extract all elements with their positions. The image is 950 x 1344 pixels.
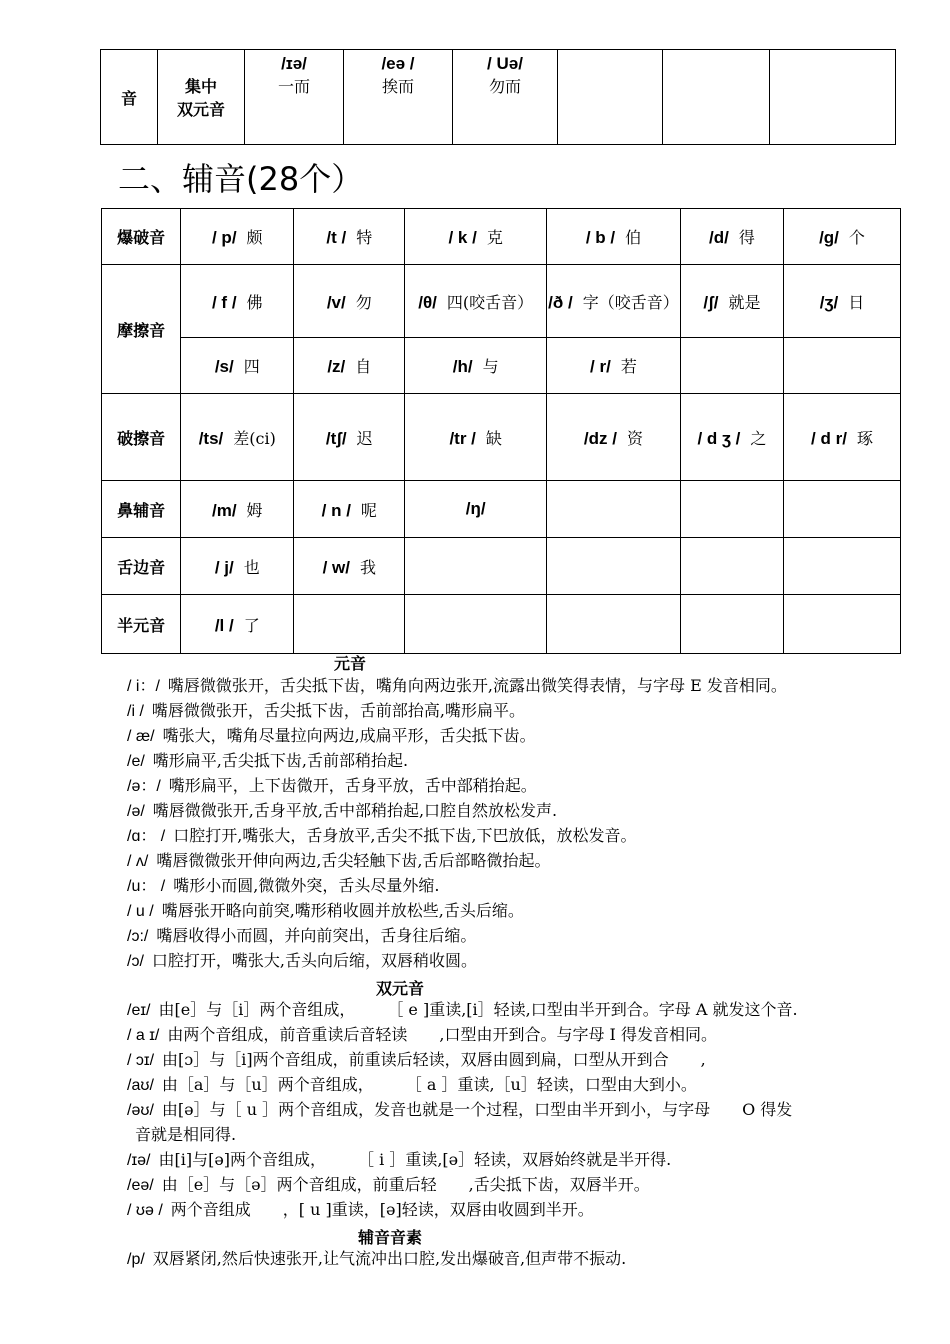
phoneme-hint: 字（咬舌音）: [582, 292, 679, 312]
phoneme-ipa: / b /: [585, 228, 616, 247]
phoneme-description: 音就是相同得.: [135, 1125, 237, 1144]
phoneme-hint: 颇: [246, 228, 263, 247]
phoneme-cell: [783, 209, 900, 265]
phoneme-cell: [680, 394, 783, 481]
phoneme-hint: 自: [355, 357, 372, 376]
phoneme-hint: 呢: [360, 500, 377, 520]
phoneme-ipa: / d r/: [811, 428, 847, 448]
phoneme-cell: [680, 265, 783, 338]
table-row: [102, 394, 901, 481]
phoneme-cell: [181, 265, 294, 338]
phoneme-description: 由两个音组成，前音重读后音轻读 ,口型由开到合。与字母 I 得发音相同。: [167, 1025, 717, 1044]
phoneme-description: 由［e］与［ə］两个音组成，前重后轻 ,舌尖抵下齿，双唇半开。: [161, 1175, 650, 1194]
phoneme-ipa: / j/: [214, 557, 234, 577]
phoneme-description: 嘴形扁平,舌尖抵下齿,舌前部稍抬起.: [152, 751, 409, 770]
description-line: [127, 1150, 671, 1171]
phoneme-cell: [680, 209, 783, 265]
phoneme-symbol: /e/: [127, 753, 145, 770]
phoneme-hint: 勿: [355, 292, 372, 312]
phoneme-symbol: /ɑ： /: [127, 828, 166, 845]
phoneme-cell: [547, 265, 681, 338]
group-label-line-2: 双元音: [176, 100, 225, 119]
phoneme-hint: 若: [620, 357, 637, 376]
phoneme-description: 嘴唇微微张开,舌身平放,舌中部稍抬起,口腔自然放松发声.: [152, 801, 558, 820]
phoneme-symbol: /i /: [127, 703, 144, 720]
phoneme-symbol: / æ/: [127, 728, 155, 745]
phoneme-description: 由［a］与［u］两个音组成， ［ a ］重读,［u］轻读，口型由大到小。: [161, 1075, 697, 1094]
phoneme-ipa: /ɪə/: [281, 54, 307, 73]
phoneme-cell: [547, 209, 681, 265]
description-line: [127, 1175, 650, 1196]
phoneme-cell: [405, 394, 547, 481]
phoneme-description: 由[ə］与［ u ］两个音组成，发音也就是一个过程，口型由半开到小，与字母 O 得发: [161, 1100, 793, 1119]
phoneme-symbol: / u /: [127, 903, 154, 920]
description-line: [127, 1050, 706, 1071]
phoneme-symbol: /ə：/: [127, 778, 161, 795]
description-line: [127, 1249, 626, 1270]
phoneme-symbol: /ɪə/: [127, 1152, 151, 1169]
row-category-label: 摩擦音: [102, 265, 181, 394]
description-line: [127, 751, 408, 772]
phoneme-ipa: /ŋ/: [465, 499, 486, 518]
description-line: [127, 951, 477, 972]
phoneme-symbol: /ɔ:/: [127, 928, 149, 945]
phoneme-ipa: /dz /: [583, 428, 617, 448]
phoneme-ipa: /h/: [452, 357, 473, 376]
phoneme-ipa: /g/: [819, 228, 839, 247]
row-category-label: 爆破音: [102, 209, 181, 265]
phoneme-cell: [181, 538, 294, 595]
phoneme-hint: 我: [359, 557, 376, 577]
empty-cell: [294, 595, 405, 654]
phoneme-symbol: / ʌ/: [127, 853, 149, 870]
group-label: [158, 50, 245, 145]
phoneme-cell: [453, 50, 558, 145]
phoneme-description: 由[i]与[ə]两个音组成， ［ i ］重读,[ə］轻读，双唇始终就是半开得.: [158, 1150, 672, 1169]
phoneme-cell: [245, 50, 344, 145]
phoneme-hint: 缺: [485, 428, 502, 448]
description-line: [127, 701, 525, 722]
phoneme-hint: 与: [482, 357, 499, 376]
phoneme-cell: [294, 209, 405, 265]
phoneme-ipa: / p/: [211, 228, 237, 247]
row-category-label: 舌边音: [102, 538, 181, 595]
description-line: [127, 676, 787, 697]
phoneme-description: 嘴唇微微张开伸向两边,舌尖轻触下齿,舌后部略微抬起。: [156, 851, 551, 870]
row-category-label: 鼻辅音: [102, 481, 181, 538]
row-category-label: 破擦音: [102, 394, 181, 481]
phoneme-cell: [294, 394, 405, 481]
description-line: [127, 1025, 717, 1046]
empty-cell: [680, 338, 783, 394]
phoneme-ipa: /l /: [214, 615, 234, 635]
phoneme-ipa: /s/: [214, 357, 234, 376]
phoneme-hint: 得: [738, 228, 755, 247]
phoneme-ipa: / n /: [321, 500, 351, 520]
phoneme-hint: 琢: [856, 428, 873, 448]
phoneme-ipa: /t /: [326, 228, 347, 247]
phoneme-ipa: /ʃ/: [703, 292, 719, 312]
phoneme-description: 口腔打开,嘴张大，舌身放平,舌尖不抵下齿,下巴放低，放松发音。: [173, 826, 637, 845]
description-line: [127, 801, 557, 822]
phoneme-description: 由[e］与［i］两个音组成， ［ e ]重读,[i］轻读,口型由半开到合。字母 A 就发这个音.: [158, 1000, 798, 1019]
phoneme-symbol: / ʊə /: [127, 1202, 163, 1219]
phoneme-symbol: / ɔɪ/: [127, 1052, 155, 1069]
phoneme-cell: [294, 265, 405, 338]
table-row: [102, 481, 901, 538]
consonant-notes-heading: 辅音音素: [358, 1228, 423, 1247]
phoneme-cell: [547, 338, 681, 394]
phoneme-cell: [181, 394, 294, 481]
phoneme-hint: 之: [750, 428, 767, 448]
phoneme-ipa: /z/: [327, 357, 346, 376]
phoneme-description: 嘴唇微微张开，舌尖抵下齿，嘴角向两边张开,流露出微笑得表情，与字母 E 发音相同。: [167, 676, 787, 695]
phoneme-description: 两个音组成 ，[ u ]重读，[ə]轻读，双唇由收圆到半开。: [170, 1200, 594, 1219]
phoneme-cell: [294, 481, 405, 538]
row-category-label: 半元音: [102, 595, 181, 654]
phoneme-hint: 资: [626, 428, 643, 448]
group-label-line-1: 集中: [184, 77, 217, 96]
description-line: [127, 926, 476, 947]
phoneme-cell: [294, 338, 405, 394]
phoneme-description: 嘴唇收得小而圆，并向前突出，舌身往后缩。: [156, 926, 477, 945]
empty-cell: [783, 338, 900, 394]
phoneme-ipa: / w/: [322, 557, 350, 577]
empty-cell: [547, 595, 681, 654]
description-line: [127, 1200, 594, 1221]
phoneme-cell: [344, 50, 453, 145]
phoneme-hint: 克: [486, 228, 503, 247]
phoneme-description: 嘴张大，嘴角尽量拉向两边,成扁平形，舌尖抵下齿。: [162, 726, 536, 745]
empty-cell: [547, 538, 681, 595]
empty-cell: [783, 595, 900, 654]
phoneme-symbol: / a ɪ/: [127, 1027, 160, 1044]
phoneme-description: 由[ɔ］与［i]两个音组成，前重读后轻读，双唇由圆到扁，口型从开到合 ,: [162, 1050, 706, 1069]
phoneme-cell: [783, 394, 900, 481]
phoneme-description: 嘴形小而圆,微微外突，舌头尽量外缩.: [173, 876, 440, 895]
empty-cell: [405, 538, 547, 595]
table-row: [101, 50, 896, 145]
empty-cell: [680, 595, 783, 654]
phoneme-hint: 个: [848, 228, 865, 247]
vowel-table-continued: [100, 49, 896, 145]
empty-cell: [680, 538, 783, 595]
empty-cell: [783, 481, 900, 538]
empty-cell: [405, 595, 547, 654]
consonant-table: [101, 208, 901, 654]
vowels-heading: 元音: [334, 654, 367, 673]
phoneme-hint: 四: [243, 357, 260, 376]
phoneme-hint: 日: [848, 292, 865, 312]
phoneme-hint: 特: [356, 228, 373, 247]
phoneme-hint: 四(咬舌音）: [446, 292, 534, 312]
phoneme-hint: 勿而: [488, 77, 521, 96]
phoneme-ipa: / r/: [590, 357, 611, 376]
phoneme-description: 口腔打开，嘴张大,舌头向后缩，双唇稍收圆。: [151, 951, 477, 970]
phoneme-symbol: /p/: [127, 1251, 145, 1268]
phoneme-cell: [181, 338, 294, 394]
phoneme-ipa: /θ/: [418, 292, 437, 312]
phoneme-ipa: /eə /: [381, 54, 415, 73]
description-line: [127, 726, 536, 747]
phoneme-hint: 差(ci): [233, 428, 276, 448]
row-label: 音: [101, 50, 158, 145]
empty-cell: [680, 481, 783, 538]
table-row: [102, 265, 901, 338]
phoneme-cell: [181, 209, 294, 265]
phoneme-hint: 挨而: [381, 77, 414, 96]
phoneme-symbol: /eɪ/: [127, 1002, 151, 1019]
phoneme-cell: [181, 595, 294, 654]
phoneme-cell: [405, 338, 547, 394]
phoneme-hint: 也: [243, 557, 260, 577]
phoneme-ipa: /ʒ/: [819, 292, 839, 312]
description-line: [127, 776, 537, 797]
phoneme-ipa: /m/: [211, 500, 237, 520]
phoneme-description: 嘴形扁平，上下齿微开，舌身平放，舌中部稍抬起。: [168, 776, 537, 795]
description-line: [127, 1100, 792, 1121]
phoneme-cell: [294, 538, 405, 595]
table-row: [102, 538, 901, 595]
phoneme-hint: 了: [243, 615, 260, 635]
phoneme-ipa: / d ʒ /: [697, 428, 741, 448]
phoneme-hint: 姆: [246, 500, 263, 520]
description-line: [127, 901, 524, 922]
empty-cell: [558, 50, 663, 145]
phoneme-hint: 佛: [246, 292, 263, 312]
phoneme-symbol: /ɔ/: [127, 953, 144, 970]
phoneme-ipa: /ts/: [198, 428, 224, 448]
diphthong-heading: 双元音: [376, 979, 425, 998]
phoneme-description: 嘴唇张开略向前突,嘴形稍收圆并放松些,舌头后缩。: [161, 901, 524, 920]
phoneme-hint: 迟: [356, 428, 373, 448]
phoneme-symbol: /aʊ/: [127, 1077, 154, 1094]
phoneme-ipa: /tr /: [449, 428, 476, 448]
phoneme-symbol: /eə/: [127, 1177, 154, 1194]
description-line: [127, 826, 637, 847]
phoneme-ipa: / Uə/: [487, 54, 523, 73]
phoneme-ipa: /v/: [326, 292, 346, 312]
description-line: [127, 851, 551, 872]
phoneme-cell: [405, 265, 547, 338]
description-line: [127, 1075, 697, 1096]
description-line: [127, 1000, 798, 1021]
phoneme-cell: [405, 209, 547, 265]
phoneme-hint: 一而: [277, 77, 310, 96]
phoneme-cell: [181, 481, 294, 538]
empty-cell: [783, 538, 900, 595]
phoneme-symbol: /əʊ/: [127, 1102, 154, 1119]
phoneme-symbol: /u： /: [127, 878, 166, 895]
empty-cell: [547, 481, 681, 538]
empty-cell: [663, 50, 770, 145]
phoneme-ipa: /ð /: [548, 292, 573, 312]
description-line: [127, 1125, 236, 1146]
phoneme-symbol: / i：/: [127, 678, 160, 695]
table-row: [102, 209, 901, 265]
table-row: [102, 595, 901, 654]
phoneme-cell: [783, 265, 900, 338]
phoneme-symbol: /ə/: [127, 803, 145, 820]
phoneme-cell: [547, 394, 681, 481]
phoneme-ipa: / f /: [211, 292, 237, 312]
phoneme-description: 双唇紧闭,然后快速张开,让气流冲出口腔,发出爆破音,但声带不振动.: [152, 1249, 627, 1268]
description-line: [127, 876, 439, 897]
phoneme-ipa: /tʃ/: [325, 428, 347, 448]
empty-cell: [770, 50, 896, 145]
table-row: [102, 338, 901, 394]
phoneme-cell: [405, 481, 547, 538]
phoneme-ipa: / k /: [448, 228, 477, 247]
phoneme-description: 嘴唇微微张开，舌尖抵下齿，舌前部抬高,嘴形扁平。: [151, 701, 525, 720]
phoneme-hint: 伯: [625, 228, 642, 247]
phoneme-ipa: /d/: [709, 228, 729, 247]
section-title: 二、辅音(28个）: [118, 160, 364, 198]
phoneme-hint: 就是: [728, 292, 761, 312]
